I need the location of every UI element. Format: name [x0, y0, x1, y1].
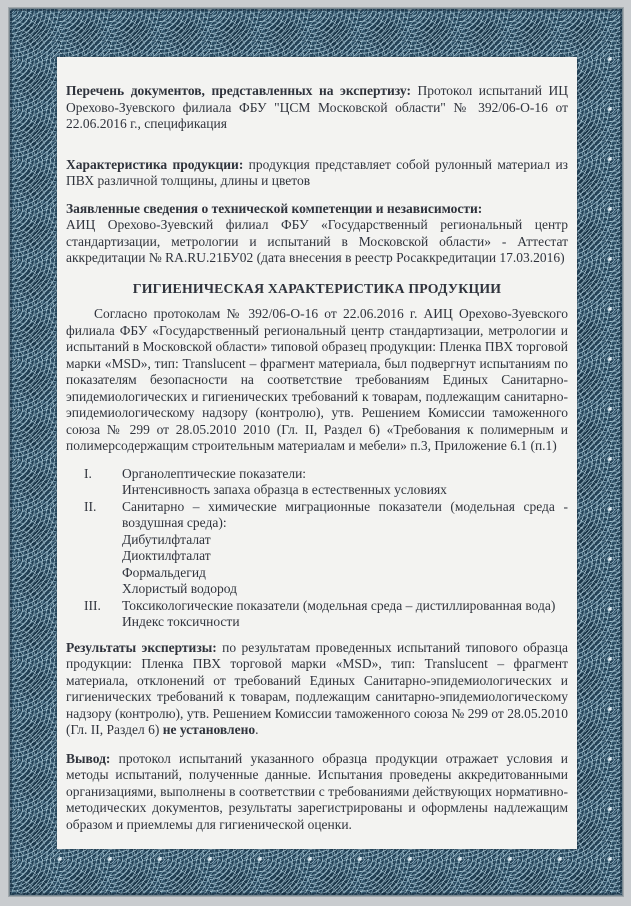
section-conclusion-label: Вывод: — [66, 750, 111, 766]
list-item-line: Интенсивность запаха образца в естественных условиях — [122, 482, 447, 497]
section-competence-label: Заявленные сведения о технической компетенции и независимости: — [66, 200, 483, 216]
indicator-list — [66, 466, 568, 631]
list-item — [66, 499, 568, 598]
section-product-text: продукция представляет собой рулонный материал из ПВХ различной толщины, длины и цветов — [66, 156, 569, 188]
section-conclusion-text: протокол испытаний указанного образца продукции отражает условия и методы испытаний, полученные данные. Испытания проведены аккредитованными организациями, выполнены в соответствии с требованиями действующих нормативно-методических документов, результаты зарегистрированы и оформлены надлежащим образом и приемлемы для гигиенической оценки. — [66, 750, 568, 832]
section-product-label: Характеристика продукции: — [66, 156, 244, 172]
section-documents-text: Протокол испытаний ИЦ Орехово-Зуевского филиала ФБУ "ЦСМ Московской области" № 392/06-О-16 от 22.06.2016 г., спецификация — [66, 83, 568, 131]
list-item-line: Токсикологические показатели (модельная среда – дистиллированная вода) — [122, 597, 556, 613]
list-item-body — [122, 466, 568, 499]
section-product-characteristic — [66, 157, 568, 190]
list-item-line: Формальдегид — [122, 564, 206, 580]
list-item-line: Диоктилфталат — [122, 548, 211, 563]
section-conclusion — [66, 751, 568, 834]
list-item-numeral: II. — [84, 498, 97, 514]
list-item — [66, 598, 568, 631]
section-documents-list — [66, 83, 568, 133]
section-results-verdict: не установлено — [162, 722, 256, 737]
document-paper — [57, 57, 577, 849]
list-item-line: Органолептические показатели: — [122, 465, 307, 481]
intro-paragraph: Согласно протоколам № 392/06-О-16 от 22.06.2016 г. АИЦ Орехово-Зуевского филиала ФБУ «Государственный региональный центр стандартизации, метрологии и испытаний в Московской области» типовой образец продукции: Пленка ПВХ торговой марки «MSD», тип: Translucent – фрагмент материала, был подвергнут испытаниям по показателям безопасности на соответствие требованиям Единых Санитарно-эпидемиологических и гигиенических требований к товарам, подлежащим санитарно-эпидемиологическому надзору (контролю), утв. Решением Комиссии таможенного союза № 299 от 28.05.2010 2010 (Гл. II, Раздел 6) «Требования к полимерным и полимерсодержащим строительным материалам и мебели» п.3, Приложение 6.1 (п.1) — [66, 306, 568, 453]
section-competence-text: АИЦ Орехово-Зуевский филиал ФБУ «Государственный региональный центр стандартизации, метрологии и испытаний в Московской области» - Аттестат аккредитации № RA.RU.21БУ02 (дата внесения в реестр Росаккредитации 17.03.2016) — [66, 217, 568, 265]
list-item-line: Санитарно – химические миграционные показатели (модельная среда - воздушная среда): — [122, 498, 568, 530]
section-competence — [66, 201, 568, 267]
list-item-numeral: III. — [84, 597, 101, 613]
section-results-label: Результаты экспертизы: — [66, 639, 217, 655]
list-item-body — [122, 598, 568, 631]
list-item-line: Дибутилфталат — [122, 531, 211, 547]
list-item — [66, 466, 568, 499]
list-item-body — [122, 499, 568, 598]
list-item-line: Индекс токсичности — [122, 614, 240, 629]
section-documents-label: Перечень документов, представленных на экспертизу: — [66, 83, 411, 98]
section-results-period: . — [255, 722, 259, 737]
list-item-line: Хлористый водород — [122, 581, 238, 596]
section-results-text: по результатам проведенных испытаний типового образца продукции: Пленка ПВХ торговой марки «MSD», тип: Translucent – фрагмент материала, отклонений от требований Единых Санитарно-эпидемиологических и гигиенических требований к товарам, подлежащим санитарно-эпидемиологическому надзору (контролю), утв. Решением Комиссии таможенного союза № 299 от 28.05.2010 (Гл. II, Раздел 6) — [66, 639, 568, 737]
list-item-numeral: I. — [84, 465, 92, 481]
section-results — [66, 640, 568, 739]
document-heading: ГИГИЕНИЧЕСКАЯ ХАРАКТЕРИСТИКА ПРОДУКЦИИ — [132, 280, 502, 296]
